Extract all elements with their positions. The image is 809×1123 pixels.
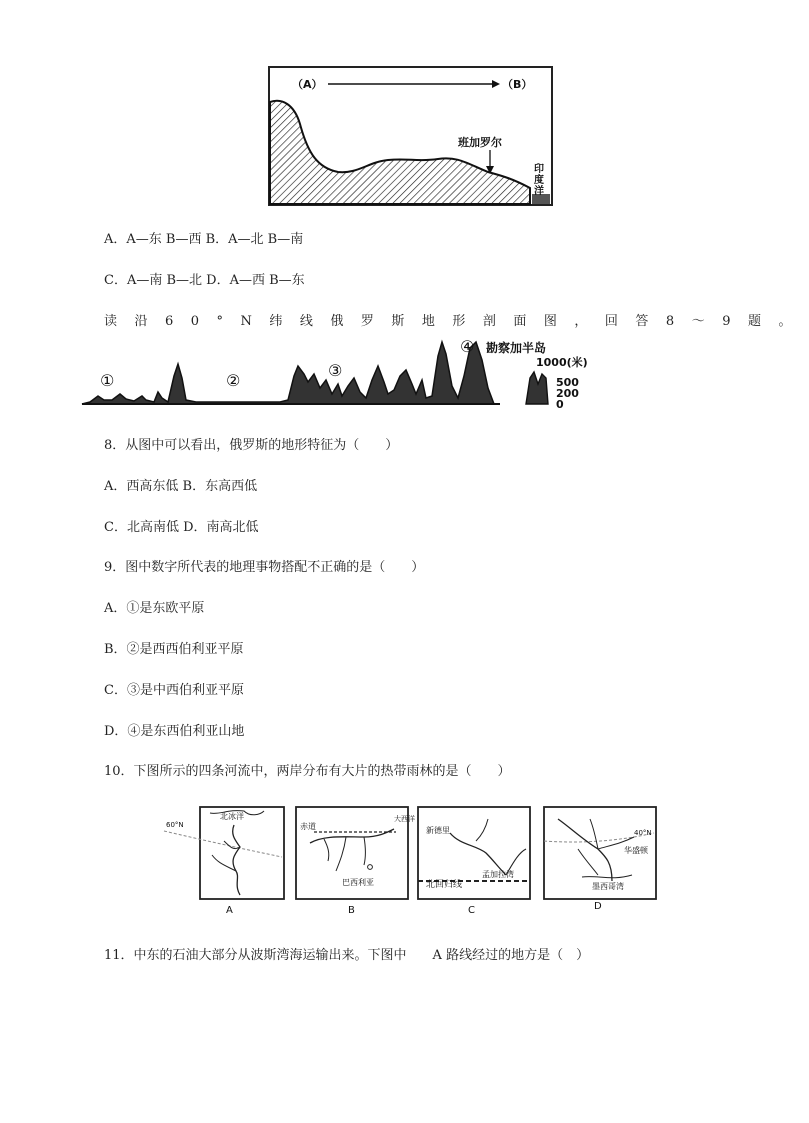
label-a: （A） <box>292 78 323 91</box>
q8-stem: 8．从图中可以看出，俄罗斯的地形特征为（ ） <box>104 438 399 453</box>
marker-1: ① <box>100 371 115 390</box>
map-c-text-1: 新德里 <box>426 826 450 835</box>
map-b-label: B <box>348 905 355 916</box>
map-d-text-2: 华盛顿 <box>624 846 648 855</box>
map-b-text-3: 巴西利亚 <box>342 878 374 887</box>
russia-terrain <box>82 342 500 404</box>
map-c-label: C <box>468 905 475 916</box>
map-d-text-3: 墨西哥湾 <box>592 882 624 891</box>
map-d-label: D <box>594 901 602 912</box>
map-b-text-2: 大西洋 <box>394 815 415 823</box>
map-a-text-1: 北冰洋 <box>220 812 244 821</box>
q9-option-d: D．④是东西伯利亚山地 <box>104 724 245 739</box>
river-map-c <box>416 805 534 917</box>
scale-500: 500 <box>556 376 579 389</box>
marker-2: ② <box>226 371 241 390</box>
q7-options-line1: A．A—东 B—西 B．A—北 B—南 <box>104 232 304 247</box>
q9-option-c: C．③是中西伯利亚平原 <box>104 683 244 698</box>
q8-option-ab: A．西高东低 B．东高西低 <box>104 479 258 494</box>
river-map-d <box>542 805 660 917</box>
map-d-text-1: 40°N <box>634 829 652 837</box>
label-indian-ocean-1: 印 <box>534 164 544 175</box>
q9-option-b: B．②是西西伯利亚平原 <box>104 642 244 657</box>
map-c-text-2: 孟加拉湾 <box>482 870 514 879</box>
q9-option-a: A．①是东欧平原 <box>104 601 205 616</box>
kamchatka-terrain <box>526 372 548 404</box>
marker-4: ④ <box>460 337 475 356</box>
label-kamchatka: 勘察加半岛 <box>486 341 547 355</box>
label-indian-ocean-3: 洋 <box>534 186 544 197</box>
terrain-profile-figure <box>268 66 554 208</box>
label-b: （B） <box>502 78 533 91</box>
marker-3: ③ <box>328 361 343 380</box>
scale-0: 0 <box>556 398 564 411</box>
river-map-a <box>164 805 288 917</box>
scale-200: 200 <box>556 387 579 400</box>
map-a-text-2: 60°N <box>166 821 184 829</box>
label-indian-ocean-2: 度 <box>534 175 544 186</box>
q9-stem: 9．图中数字所代表的地理事物搭配不正确的是（ ） <box>104 560 425 575</box>
q8-9-intro: 读沿60°N纬线俄罗斯地形剖面图，回答8～9题。 <box>104 314 809 329</box>
q10-stem: 10．下图所示的四条河流中，两岸分布有大片的热带雨林的是（ ） <box>104 764 511 779</box>
russia-profile-figure <box>80 336 630 410</box>
river-map-b <box>294 805 415 917</box>
q8-option-cd: C．北高南低 D．南高北低 <box>104 520 259 535</box>
label-bangalore: 班加罗尔 <box>458 136 502 149</box>
q7-options-line2: C．A—南 B—北 D．A—西 B—东 <box>104 273 305 288</box>
scale-1000: 1000(米) <box>536 356 588 369</box>
map-b-text-1: 赤道 <box>300 822 316 831</box>
q11-stem: 11．中东的石油大部分从波斯湾海运输出来。下图中 A 路线经过的地方是（ ） <box>104 948 590 963</box>
map-a-label: A <box>226 905 233 916</box>
map-c-text-3: 北回归线 <box>426 880 463 890</box>
